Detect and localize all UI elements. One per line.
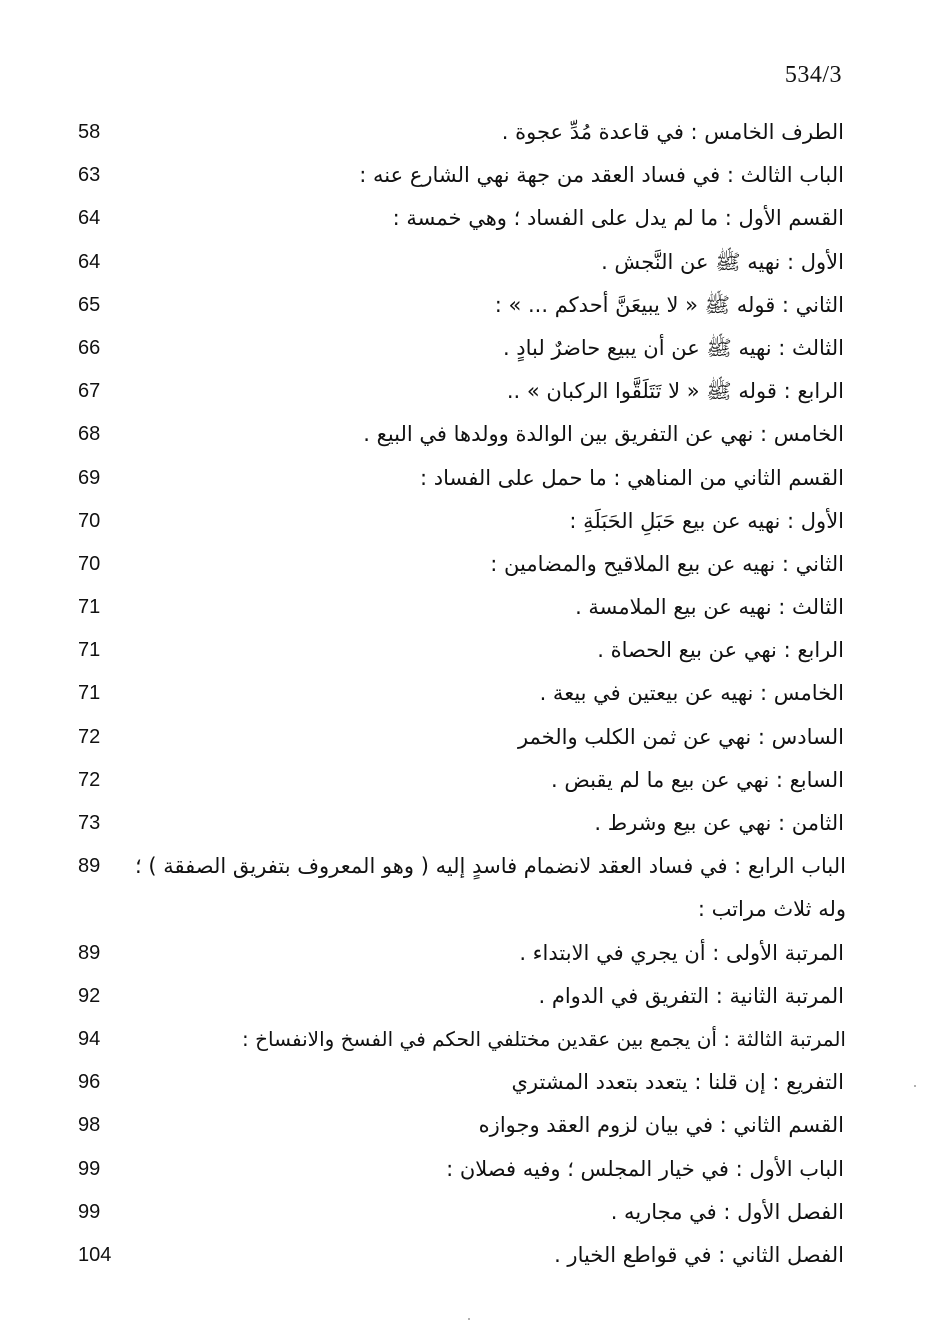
toc-page-number: 71 [78, 596, 101, 619]
toc-entry-title: القسم الثاني : في بيان لزوم العقد وجوازه [478, 1113, 844, 1138]
toc-row [0, 1018, 940, 1061]
toc-entry-title: الطرف الخامس : في قاعدة مُدِّ عجوة . [501, 120, 844, 144]
toc-entry-title: الفصل الأول : في مجاريه . [610, 1199, 844, 1224]
toc-page-number: 72 [78, 768, 101, 791]
toc-row [0, 111, 940, 154]
scan-speck [914, 1085, 916, 1087]
toc-entry-title: الرابع : نهي عن بيع الحصاة . [597, 638, 844, 663]
toc-page-number: 64 [78, 250, 101, 273]
toc-entry-title: المرتبة الأولى : أن يجري في الابتداء . [519, 940, 844, 965]
scan-speck [468, 1318, 470, 1320]
toc-entry-title: الرابع : قوله ﷺ « لا تَتَلَقَّوا الركبان » .. [506, 379, 844, 404]
toc-page-number: 64 [78, 207, 101, 230]
toc-entry-title: التفريع : إن قلنا : يتعدد بتعدد المشتري [511, 1070, 844, 1095]
toc-row [0, 1234, 940, 1277]
toc-entry-title: المرتبة الثالثة : أن يجمع بين عقدين مختلفي الحكم في الفسخ والانفساخ : [242, 1026, 846, 1051]
toc-entry-title: السابع : نهي عن بيع ما لم يقبض . [551, 767, 844, 792]
page-number: 534/3 [784, 62, 842, 88]
toc-row [0, 1191, 940, 1234]
toc-entry-title: الفصل الثاني : في قواطع الخيار . [554, 1242, 844, 1267]
toc-page-number: 89 [78, 855, 101, 878]
toc-row [0, 327, 940, 370]
toc-page-number: 92 [78, 984, 101, 1007]
toc-row [0, 370, 940, 413]
toc-entry-title: القسم الأول : ما لم يدل على الفساد ؛ وهي خمسة : [392, 206, 844, 231]
toc-page-number: 66 [78, 336, 101, 359]
toc-row [0, 457, 940, 500]
toc-entry-title: الباب الثالث : في فساد العقد من جهة نهي الشارع عنه : [359, 163, 844, 188]
toc-row [0, 932, 940, 975]
toc-page-number: 71 [78, 639, 101, 662]
toc-row [0, 413, 940, 456]
toc-entry-title: الثالث : نهيه عن بيع الملامسة . [575, 595, 844, 620]
toc-row [0, 845, 940, 931]
toc-row [0, 672, 940, 715]
toc-entry-title: الأول : نهيه عن بيع حَبَلِ الحَبَلَةِ : [569, 508, 844, 533]
toc-page-number: 89 [78, 941, 101, 964]
toc-row [0, 1061, 940, 1104]
toc-entry-title: الباب الأول : في خيار المجلس ؛ وفيه فصلان : [446, 1156, 844, 1181]
toc-page-number: 58 [78, 121, 101, 143]
toc-entry-title: الباب الرابع : في فساد العقد لانضمام فاسدٍ إليه ( وهو المعروف بتفريق الصفقة ) ؛ وله ثلاث مراتب : [135, 854, 846, 922]
toc-page-number: 63 [78, 164, 101, 187]
toc-page-number: 94 [78, 1027, 101, 1050]
toc-page-number: 70 [78, 552, 101, 575]
toc-entry-title: الخامس : نهيه عن بيعتين في بيعة . [539, 681, 844, 706]
toc-entry-title: السادس : نهي عن ثمن الكلب والخمر [517, 724, 844, 749]
toc-page-number: 73 [78, 812, 101, 834]
toc-page-number: 99 [78, 1200, 101, 1223]
toc-page-number: 96 [78, 1071, 101, 1094]
toc-page-number: 71 [78, 682, 101, 705]
toc-row [0, 543, 940, 586]
toc-entry-title: المرتبة الثانية : التفريق في الدوام . [538, 983, 844, 1008]
toc-entry-title: الثامن : نهي عن بيع وشرط . [594, 811, 844, 835]
toc-row [0, 500, 940, 543]
toc-row [0, 197, 940, 240]
toc-entry-title: الثاني : قوله ﷺ « لا يبيعَنَّ أحدكم ... » : [494, 292, 844, 317]
toc-page-number: 98 [78, 1114, 101, 1137]
toc-page-number: 104 [78, 1243, 112, 1266]
toc-page-number: 99 [78, 1157, 101, 1180]
toc-entry-title: القسم الثاني من المناهي : ما حمل على الفساد : [419, 465, 844, 490]
toc-entry-title: الثالث : نهيه ﷺ عن أن يبيع حاضرٌ لبادٍ . [502, 335, 844, 360]
toc-row [0, 759, 940, 802]
toc-row [0, 975, 940, 1018]
toc-row [0, 586, 940, 629]
toc-entry-title: الأول : نهيه ﷺ عن النَّجش . [601, 249, 844, 274]
toc-row [0, 284, 940, 327]
toc-page-number: 65 [78, 293, 101, 316]
toc-page-number: 67 [78, 380, 101, 403]
toc-row [0, 1104, 940, 1147]
toc-entry-title: الثاني : نهيه عن بيع الملاقيح والمضامين : [490, 551, 844, 576]
table-of-contents [0, 111, 940, 1277]
toc-row [0, 154, 940, 197]
toc-row [0, 1148, 940, 1191]
toc-row [0, 716, 940, 759]
toc-page-number: 72 [78, 725, 101, 748]
toc-entry-title: الخامس : نهي عن التفريق بين الوالدة وولدها في البيع . [363, 422, 844, 447]
toc-page-number: 70 [78, 509, 101, 532]
toc-row [0, 629, 940, 672]
toc-row [0, 241, 940, 284]
toc-page-number: 69 [78, 466, 101, 489]
toc-row [0, 802, 940, 845]
toc-page-number: 68 [78, 423, 101, 446]
